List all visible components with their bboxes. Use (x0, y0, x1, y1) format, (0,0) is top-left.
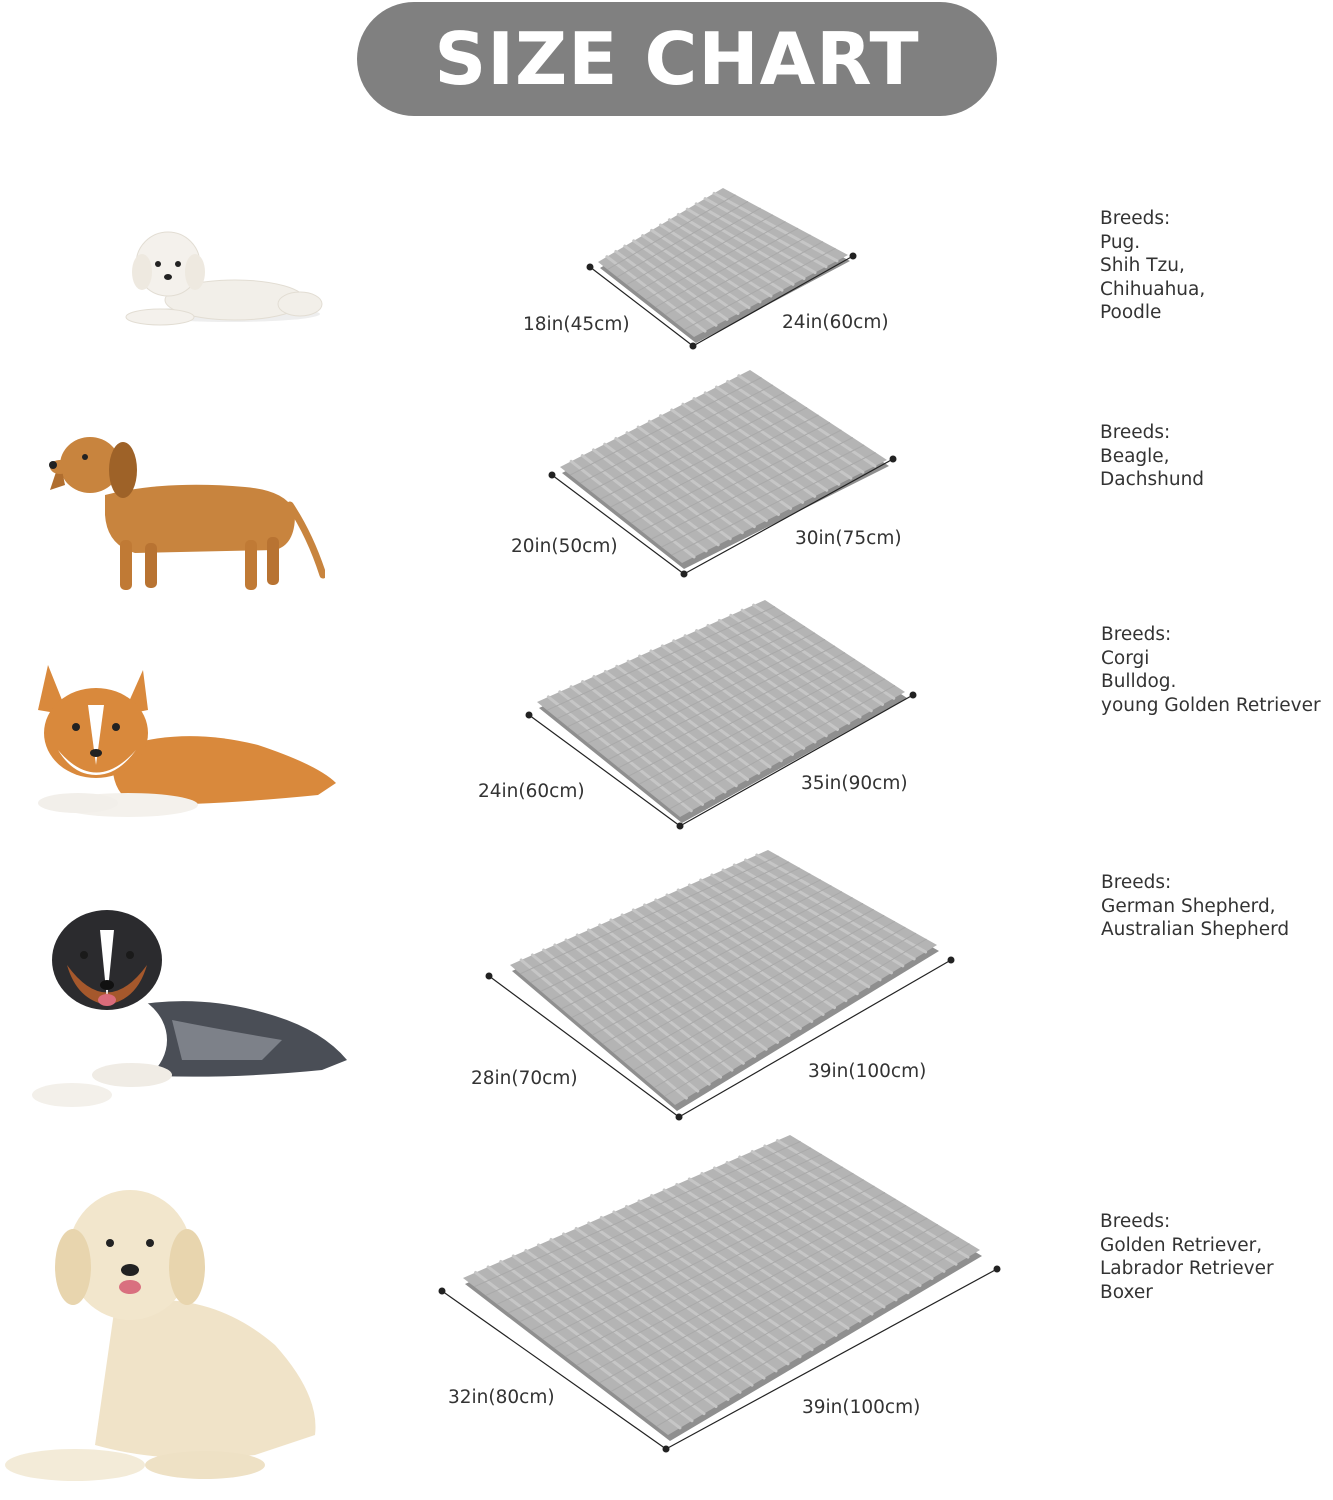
breeds-list (1100, 207, 1205, 325)
breed-item: Australian Shepherd (1101, 919, 1290, 940)
breeds-heading: Breeds: (1100, 422, 1171, 443)
dimension-endpoint (676, 1114, 683, 1121)
breed-item: Pug. (1100, 231, 1141, 253)
breed-item: German Shepherd, (1101, 895, 1276, 917)
breed-item: Dachshund (1100, 469, 1205, 490)
breeds-list (1101, 623, 1321, 717)
dimension-endpoint (890, 456, 897, 463)
dimension-endpoint (994, 1266, 1001, 1273)
mat-width-label: 18in(45cm) (523, 314, 630, 335)
breeds-heading: Breeds: (1101, 624, 1172, 645)
mat-length-label: 35in(90cm) (801, 773, 908, 794)
breeds-list (1101, 871, 1289, 942)
breed-item: Bulldog. (1101, 671, 1177, 692)
breed-item: Poodle (1100, 302, 1162, 323)
mat-width-label: 20in(50cm) (511, 536, 618, 557)
mat-width-label: 24in(60cm) (478, 781, 585, 802)
mat-width-label: 28in(70cm) (471, 1068, 578, 1089)
breed-item: Labrador Retriever (1100, 1258, 1274, 1279)
breed-item: Beagle, (1100, 445, 1170, 467)
dimension-endpoint (526, 712, 533, 719)
breeds-heading: Breeds: (1100, 1211, 1171, 1232)
dimension-endpoint (850, 253, 857, 260)
dimension-endpoint (681, 571, 688, 578)
breed-item: young Golden Retriever (1101, 694, 1321, 716)
breed-item: Boxer (1100, 1281, 1153, 1303)
breeds-list (1100, 421, 1204, 492)
mat-length-label: 39in(100cm) (808, 1061, 927, 1082)
page-title: SIZE CHART (434, 17, 920, 101)
dimension-endpoint (439, 1288, 446, 1295)
dimension-endpoint (663, 1446, 670, 1453)
dimension-endpoint (587, 264, 594, 271)
mat-length-label: 24in(60cm) (782, 312, 889, 333)
dimension-endpoint (910, 692, 917, 699)
dimension-endpoint (549, 472, 556, 479)
breed-item: Corgi (1101, 647, 1150, 669)
breed-item: Chihuahua, (1100, 278, 1206, 300)
breeds-heading: Breeds: (1100, 208, 1171, 229)
dimension-endpoint (948, 957, 955, 964)
dimension-endpoint (486, 973, 493, 980)
dimension-endpoint (690, 343, 697, 350)
breed-item: Shih Tzu, (1100, 255, 1185, 276)
breeds-heading: Breeds: (1101, 872, 1172, 893)
breed-item: Golden Retriever, (1100, 1234, 1263, 1256)
mat-width-label: 32in(80cm) (448, 1387, 555, 1408)
mat-length-label: 39in(100cm) (802, 1397, 921, 1418)
mat-length-label: 30in(75cm) (795, 528, 902, 549)
breeds-list (1100, 1210, 1274, 1304)
dimension-endpoint (677, 823, 684, 830)
